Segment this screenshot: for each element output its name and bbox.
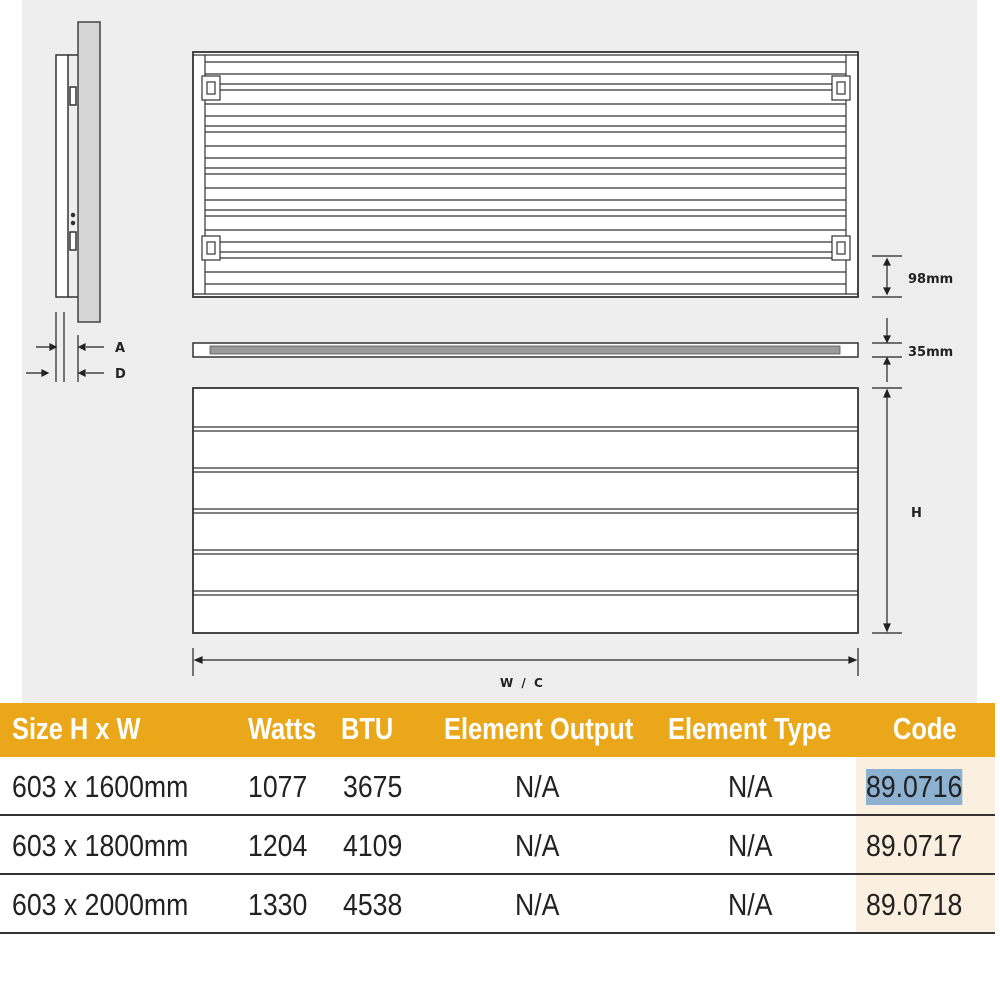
cell-watts: 1204 bbox=[248, 828, 308, 863]
side-bracket-clip-top bbox=[70, 87, 76, 105]
cell-element-type: N/A bbox=[728, 887, 773, 922]
cell-btu: 4538 bbox=[343, 887, 403, 922]
header-btu: BTU bbox=[341, 711, 394, 746]
label-h: H bbox=[911, 506, 922, 521]
cell-element-type: N/A bbox=[728, 769, 773, 804]
table-row bbox=[0, 757, 995, 816]
mounting-bracket-top-right bbox=[832, 76, 850, 100]
cell-size: 603 x 1600mm bbox=[12, 769, 189, 804]
cell-code[interactable]: 89.0718 bbox=[866, 887, 963, 922]
side-view-bracket bbox=[56, 55, 68, 297]
dimension-height bbox=[872, 388, 902, 633]
label-d: D bbox=[115, 367, 126, 382]
cell-element-type: N/A bbox=[728, 828, 773, 863]
table-row bbox=[0, 816, 995, 875]
cell-element-output: N/A bbox=[515, 828, 560, 863]
label-35mm: 35mm bbox=[908, 345, 954, 360]
cell-element-output: N/A bbox=[515, 769, 560, 804]
cell-code[interactable]: 89.0717 bbox=[866, 828, 963, 863]
mounting-bracket-bottom-right bbox=[832, 236, 850, 260]
header-watts: Watts bbox=[248, 711, 317, 746]
rear-view bbox=[193, 52, 858, 297]
label-a: A bbox=[115, 341, 126, 356]
cell-btu: 3675 bbox=[343, 769, 403, 804]
cell-btu: 4109 bbox=[343, 828, 403, 863]
table-header-row bbox=[0, 703, 995, 757]
side-view-panel bbox=[78, 22, 100, 322]
mounting-bracket-bottom-left bbox=[202, 236, 220, 260]
cell-size: 603 x 2000mm bbox=[12, 887, 189, 922]
top-view-grille bbox=[210, 346, 840, 354]
cell-watts: 1330 bbox=[248, 887, 308, 922]
dimension-width bbox=[193, 648, 858, 676]
header-element-type: Element Type bbox=[668, 711, 832, 746]
cell-watts: 1077 bbox=[248, 769, 308, 804]
side-bracket-clip-bottom bbox=[70, 232, 76, 250]
mounting-bracket-top-left bbox=[202, 76, 220, 100]
specification-table bbox=[0, 703, 995, 934]
cell-element-output: N/A bbox=[515, 887, 560, 922]
dimension-98mm bbox=[872, 256, 902, 297]
front-view bbox=[193, 388, 858, 633]
dimension-35mm bbox=[872, 318, 902, 382]
side-view bbox=[56, 22, 100, 322]
header-size: Size H x W bbox=[12, 711, 141, 746]
header-element-output: Element Output bbox=[444, 711, 634, 746]
front-view-frame bbox=[193, 388, 858, 633]
table-row bbox=[0, 875, 995, 934]
cell-size: 603 x 1800mm bbox=[12, 828, 189, 863]
label-wc: W / C bbox=[500, 676, 545, 690]
cell-code-selected[interactable]: 89.0716 bbox=[866, 769, 963, 804]
header-code: Code bbox=[893, 711, 957, 746]
label-98mm: 98mm bbox=[908, 272, 954, 287]
top-view bbox=[193, 343, 858, 357]
